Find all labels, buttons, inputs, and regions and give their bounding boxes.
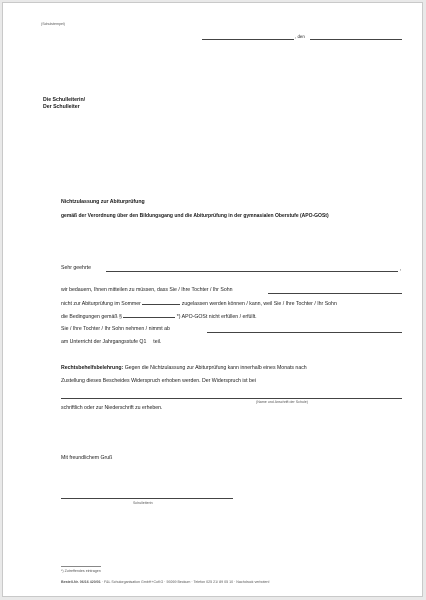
body-line-2-text-b: zugelassen werden können / kann, weil Sie / Ihre Tochter / Ihr Sohn [181, 301, 337, 307]
signature-caption: Schulleiterin [133, 501, 153, 505]
school-address-blank [61, 398, 402, 399]
body-line-2 [61, 300, 337, 308]
body-line-3 [61, 313, 257, 321]
body-line-3-text-b: *) APO-GOSt nicht erfüllen / erfüllt. [176, 314, 257, 320]
start-date-blank [207, 332, 402, 333]
footnote-divider [61, 566, 101, 567]
school-stamp-label: (Schulstempel) [41, 22, 65, 26]
legal-heading: Rechtsbehelfsbelehrung: [61, 365, 124, 371]
body-line-2-text-a: nicht zur Abiturprüfung im Sommer [61, 301, 141, 307]
date-separator: , den [295, 34, 305, 39]
body-line-3-text-a: die Bedingungen gemäß § [61, 314, 122, 320]
salutation-comma: , [400, 266, 402, 272]
body-line-1-text: wir bedauern, Ihnen mitteilen zu müssen, dass Sie / Ihre Tochter / Ihr Sohn [61, 287, 233, 293]
place-blank [202, 39, 294, 40]
salutation: Sehr geehrte [61, 265, 91, 271]
body-line-5-text-b: teil. [153, 339, 162, 345]
recipient-line-1: Die Schulleiterin/ [43, 97, 86, 103]
footer [61, 580, 269, 584]
paragraph-number-blank [123, 313, 175, 318]
body-line-4-text: Sie / Ihre Tochter / Ihr Sohn nehmen / nimmt ab [61, 326, 170, 332]
legal-line-1 [61, 365, 307, 372]
legal-text-3: schriftlich oder zur Niederschrift zu erheben. [61, 405, 163, 411]
letter-page [3, 3, 422, 596]
salutation-name-blank [106, 271, 398, 272]
body-line-5-text-a: am Unterricht der Jahrgangsstufe Q1 [61, 339, 147, 345]
student-name-blank [268, 293, 402, 294]
legal-text-2: Zustellung dieses Bescheides Widerspruch erhoben werden. Der Widerspruch ist bei [61, 378, 256, 384]
body-line-5 [61, 339, 161, 346]
recipient-line-2: Der Schulleiter [43, 104, 80, 110]
exam-year-blank [142, 300, 180, 305]
signature-line [61, 498, 233, 499]
order-number: Bestell-Nr. 06/16 420/01 [61, 580, 101, 584]
footnote: *) Zutreffendes eintragen [61, 569, 101, 573]
subject-title: Nichtzulassung zur Abiturprüfung [61, 199, 145, 205]
legal-text-1: Gegen die Nichtzulassung zur Abiturprüfung kann innerhalb eines Monats nach [124, 365, 307, 371]
body-line-4 [61, 326, 170, 333]
subject-subtitle: gemäß der Verordnung über den Bildungsgang und die Abiturprüfung in der gymnasialen Oberstufe (APO-GOSt) [61, 213, 329, 219]
publisher-info: · F&L Schulorganisation GmbH+CoKG · 59269 Beckum · Telefon 025 21/ 89 05 10 · Nachdruck verboten! [101, 580, 270, 584]
date-blank [310, 39, 402, 40]
school-address-caption: (Name und Anschrift der Schule) [256, 400, 308, 404]
closing-greeting: Mit freundlichem Gruß [61, 455, 113, 461]
body-line-1 [61, 287, 232, 294]
